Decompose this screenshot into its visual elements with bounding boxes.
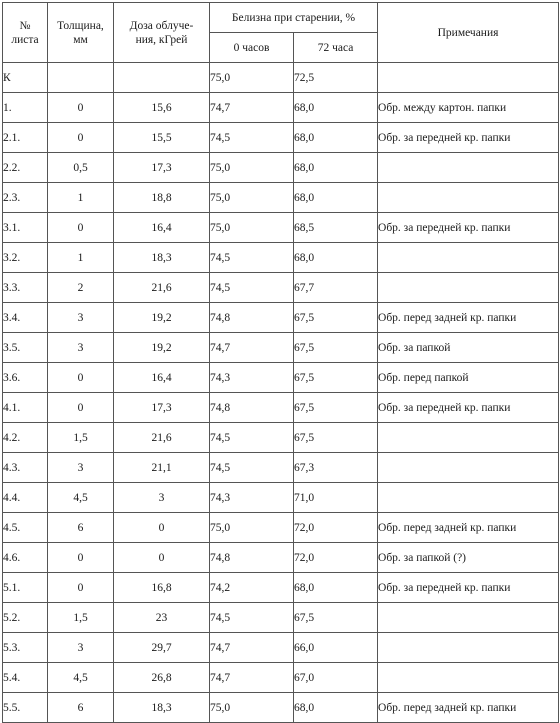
cell-dose: 23 [114,603,210,633]
table-row [3,513,559,543]
cell-whiteness-0h: 74,5 [210,123,294,153]
cell-dose: 16,4 [114,363,210,393]
cell-sheet-number: 2.3. [3,183,48,213]
cell-whiteness-0h: 74,8 [210,393,294,423]
cell-whiteness-0h: 74,5 [210,603,294,633]
cell-note [378,63,559,93]
cell-sheet-number: 3.3. [3,273,48,303]
cell-dose: 16,8 [114,573,210,603]
cell-sheet-number: 3.1. [3,213,48,243]
cell-sheet-number: 1. [3,93,48,123]
cell-thickness: 2 [48,273,114,303]
cell-thickness: 1,5 [48,423,114,453]
cell-whiteness-72h: 67,5 [294,333,378,363]
cell-whiteness-0h: 75,0 [210,213,294,243]
cell-sheet-number: 5.1. [3,573,48,603]
cell-whiteness-0h: 75,0 [210,153,294,183]
cell-sheet-number: 3.5. [3,333,48,363]
cell-whiteness-0h: 75,0 [210,183,294,213]
cell-whiteness-72h: 68,0 [294,243,378,273]
cell-thickness: 3 [48,333,114,363]
cell-whiteness-0h: 74,7 [210,93,294,123]
table-row [3,483,559,513]
cell-dose: 19,2 [114,303,210,333]
cell-thickness: 3 [48,303,114,333]
cell-thickness: 4,5 [48,663,114,693]
cell-dose: 15,6 [114,93,210,123]
cell-thickness: 0 [48,393,114,423]
cell-whiteness-72h: 67,5 [294,393,378,423]
table-row [3,273,559,303]
cell-whiteness-72h: 68,5 [294,213,378,243]
cell-thickness: 3 [48,633,114,663]
table-row [3,63,559,93]
cell-whiteness-0h: 74,7 [210,333,294,363]
cell-whiteness-72h: 68,0 [294,153,378,183]
cell-whiteness-72h: 67,5 [294,363,378,393]
cell-whiteness-72h: 67,3 [294,453,378,483]
cell-dose: 18,3 [114,693,210,723]
cell-note [378,183,559,213]
cell-whiteness-72h: 67,5 [294,303,378,333]
cell-note [378,603,559,633]
table-row [3,243,559,273]
cell-sheet-number: 3.6. [3,363,48,393]
table-row [3,183,559,213]
table-row [3,693,559,723]
cell-note [378,273,559,303]
cell-thickness: 0 [48,123,114,153]
cell-sheet-number: 5.5. [3,693,48,723]
col-header-thickness: Толщина, мм [48,3,114,63]
cell-note: Обр. за передней кр. папки [378,123,559,153]
cell-whiteness-72h: 66,0 [294,633,378,663]
cell-dose: 17,3 [114,393,210,423]
cell-note: Обр. перед задней кр. папки [378,693,559,723]
cell-sheet-number: 3.4. [3,303,48,333]
cell-sheet-number: 4.3. [3,453,48,483]
cell-whiteness-72h: 68,0 [294,183,378,213]
cell-whiteness-72h: 72,0 [294,513,378,543]
cell-note [378,453,559,483]
cell-note: Обр. за папкой [378,333,559,363]
cell-dose: 3 [114,483,210,513]
cell-sheet-number: 4.6. [3,543,48,573]
col-header-dose: Доза облуче- ния, кГрей [114,3,210,63]
table-row [3,663,559,693]
cell-whiteness-72h: 67,0 [294,663,378,693]
table-row [3,423,559,453]
table-row [3,153,559,183]
cell-sheet-number: 5.2. [3,603,48,633]
cell-dose: 21,6 [114,423,210,453]
cell-whiteness-0h: 74,5 [210,423,294,453]
col-header-0-hours: 0 часов [210,33,294,63]
cell-whiteness-0h: 74,5 [210,243,294,273]
cell-whiteness-72h: 68,0 [294,93,378,123]
cell-dose [114,63,210,93]
cell-whiteness-72h: 72,0 [294,543,378,573]
cell-dose: 18,8 [114,183,210,213]
cell-dose: 19,2 [114,333,210,363]
cell-whiteness-72h: 67,5 [294,603,378,633]
cell-thickness: 1 [48,243,114,273]
table-row [3,573,559,603]
cell-dose: 18,3 [114,243,210,273]
cell-sheet-number: 3.2. [3,243,48,273]
table-row [3,453,559,483]
cell-note: Обр. перед задней кр. папки [378,513,559,543]
cell-dose: 29,7 [114,633,210,663]
cell-whiteness-0h: 74,7 [210,633,294,663]
cell-note: Обр. между картон. папки [378,93,559,123]
data-table [2,2,559,723]
cell-sheet-number: 5.3. [3,633,48,663]
table-row [3,93,559,123]
table-row [3,543,559,573]
cell-thickness: 3 [48,453,114,483]
table-row [3,303,559,333]
cell-whiteness-0h: 74,3 [210,363,294,393]
cell-sheet-number: К [3,63,48,93]
table-row [3,363,559,393]
cell-dose: 0 [114,513,210,543]
cell-dose: 15,5 [114,123,210,153]
col-header-72-hours: 72 часа [294,33,378,63]
cell-whiteness-72h: 67,5 [294,423,378,453]
table-row [3,393,559,423]
cell-dose: 21,6 [114,273,210,303]
cell-thickness: 1,5 [48,603,114,633]
cell-dose: 26,8 [114,663,210,693]
cell-note [378,243,559,273]
table-row [3,333,559,363]
cell-whiteness-0h: 74,2 [210,573,294,603]
cell-note [378,633,559,663]
cell-note: Обр. перед папкой [378,363,559,393]
col-header-whiteness: Белизна при старении, % [210,3,378,33]
col-header-sheet-number: № листа [3,3,48,63]
cell-note: Обр. за передней кр. папки [378,213,559,243]
cell-dose: 16,4 [114,213,210,243]
cell-dose: 17,3 [114,153,210,183]
cell-thickness: 0,5 [48,153,114,183]
cell-whiteness-72h: 68,0 [294,573,378,603]
header-row [3,3,559,33]
cell-sheet-number: 4.4. [3,483,48,513]
table-body [3,63,559,723]
cell-note [378,483,559,513]
table-row [3,603,559,633]
cell-thickness: 0 [48,213,114,243]
cell-whiteness-72h: 68,0 [294,693,378,723]
cell-whiteness-0h: 75,0 [210,63,294,93]
cell-note: Обр. за передней кр. папки [378,393,559,423]
cell-note: Обр. перед задней кр. папки [378,303,559,333]
cell-whiteness-0h: 74,3 [210,483,294,513]
cell-whiteness-72h: 67,7 [294,273,378,303]
cell-whiteness-0h: 75,0 [210,513,294,543]
cell-whiteness-0h: 74,5 [210,273,294,303]
cell-sheet-number: 5.4. [3,663,48,693]
cell-sheet-number: 2.2. [3,153,48,183]
cell-sheet-number: 4.2. [3,423,48,453]
cell-thickness: 6 [48,693,114,723]
cell-thickness: 6 [48,513,114,543]
cell-thickness [48,63,114,93]
cell-thickness: 0 [48,573,114,603]
cell-thickness: 0 [48,363,114,393]
cell-whiteness-72h: 72,5 [294,63,378,93]
cell-note: Обр. за передней кр. папки [378,573,559,603]
cell-whiteness-0h: 74,5 [210,453,294,483]
cell-sheet-number: 4.1. [3,393,48,423]
cell-whiteness-0h: 74,8 [210,543,294,573]
table-row [3,123,559,153]
cell-sheet-number: 4.5. [3,513,48,543]
cell-whiteness-0h: 74,8 [210,303,294,333]
cell-note [378,423,559,453]
cell-thickness: 0 [48,93,114,123]
cell-whiteness-72h: 68,0 [294,123,378,153]
cell-whiteness-72h: 71,0 [294,483,378,513]
cell-dose: 0 [114,543,210,573]
cell-note [378,663,559,693]
col-header-notes: Примечания [378,3,559,63]
cell-thickness: 4,5 [48,483,114,513]
cell-thickness: 1 [48,183,114,213]
table-row [3,633,559,663]
cell-note: Обр. за папкой (?) [378,543,559,573]
cell-sheet-number: 2.1. [3,123,48,153]
cell-whiteness-0h: 75,0 [210,693,294,723]
cell-note [378,153,559,183]
cell-dose: 21,1 [114,453,210,483]
table-row [3,213,559,243]
cell-whiteness-0h: 74,7 [210,663,294,693]
cell-thickness: 0 [48,543,114,573]
